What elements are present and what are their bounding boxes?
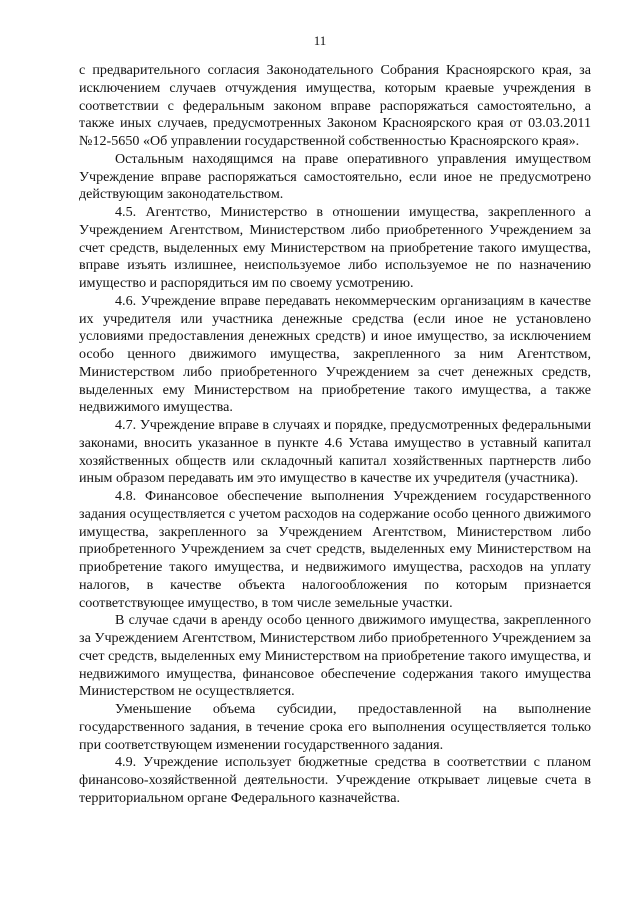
paragraph-4-5: 4.5. Агентство, Министерство в отношении имущества, закрепленного а Учреждением Агентством, Министерством либо приобретенного Учреждением за счет средств, выделенных ему Министерством на приобретение такого имущества, вправе изъять излишнее, неиспользуемое либо используемое не по назначению имущество и распорядиться им по своему усмотрению.: [79, 204, 591, 291]
paragraph-4-8: 4.8. Финансовое обеспечение выполнения Учреждением государственного задания осуществляется с учетом расходов на содержание особо ценного движимого имущества, закрепленного за Учреждением Агентством, Министерством либо приобретенного Учреждением за счет средств, выделенных ему Министерством на приобретение такого имущества, и недвижимого имущества, расходов на уплату налогов, в качестве объекта налогообложения по которым признается соответствующее имущество, в том числе земельные участки.: [79, 488, 591, 611]
paragraph-lease-case: В случае сдачи в аренду особо ценного движимого имущества, закрепленного за Учреждением Агентством, Министерством либо приобретенного Учреждением за счет средств, выделенных ему Министерством на приобретение такого имущества, и недвижимого имущества, финансовое обеспечение содержания такого имущества Министерством не осуществляется.: [79, 612, 591, 700]
document-body: [79, 62, 591, 808]
paragraph-4-6: 4.6. Учреждение вправе передавать некоммерческим организациям в качестве их учредителя или участника денежные средства (если иное не установлено условиями предоставления денежных средств) и иное имущество, за исключением особо ценного движимого имущества, закрепленного за ним Агентством, Министерством либо приобретенного Учреждением за счет денежных средств, выделенных ему Министерством на приобретение такого имущества, а также недвижимого имущества.: [79, 292, 591, 416]
page-number: 11: [313, 33, 327, 48]
paragraph-4-7: 4.7. Учреждение вправе в случаях и порядке, предусмотренных федеральными законами, вносить указанное в пункте 4.6 Устава имущество в уставный капитал хозяйственных обществ или складочный капитал хозяйственных партнерств либо иным образом передавать им это имущество в качестве их учредителя (участника).: [79, 417, 591, 487]
paragraph-subsidy-reduction: Уменьшение объема субсидии, предоставленной на выполнение государственного задания, в течение срока его выполнения осуществляется только при соответствующем изменении государственного задания.: [79, 701, 591, 753]
paragraph-4-9: 4.9. Учреждение использует бюджетные средства в соответствии с планом финансово-хозяйственной деятельности. Учреждение открывает лицевые счета в территориальном органе Федерального казначейства.: [79, 754, 591, 806]
paragraph-remaining-property: Остальным находящимся на праве оперативного управления имуществом Учреждение вправе распоряжаться самостоятельно, если иное не предусмотрено действующим законодательством.: [79, 150, 591, 203]
paragraph-continuation: с предварительного согласия Законодательного Собрания Красноярского края, за исключением случаев отчуждения имущества, которым краевые учреждения в соответствии с федеральным законом вправе распоряжаться самостоятельно, а также иных случаев, предусмотренных Законом Красноярского края от 03.03.2011 №12-5650 «Об управлении государственной собственностью Красноярского края».: [79, 62, 591, 149]
